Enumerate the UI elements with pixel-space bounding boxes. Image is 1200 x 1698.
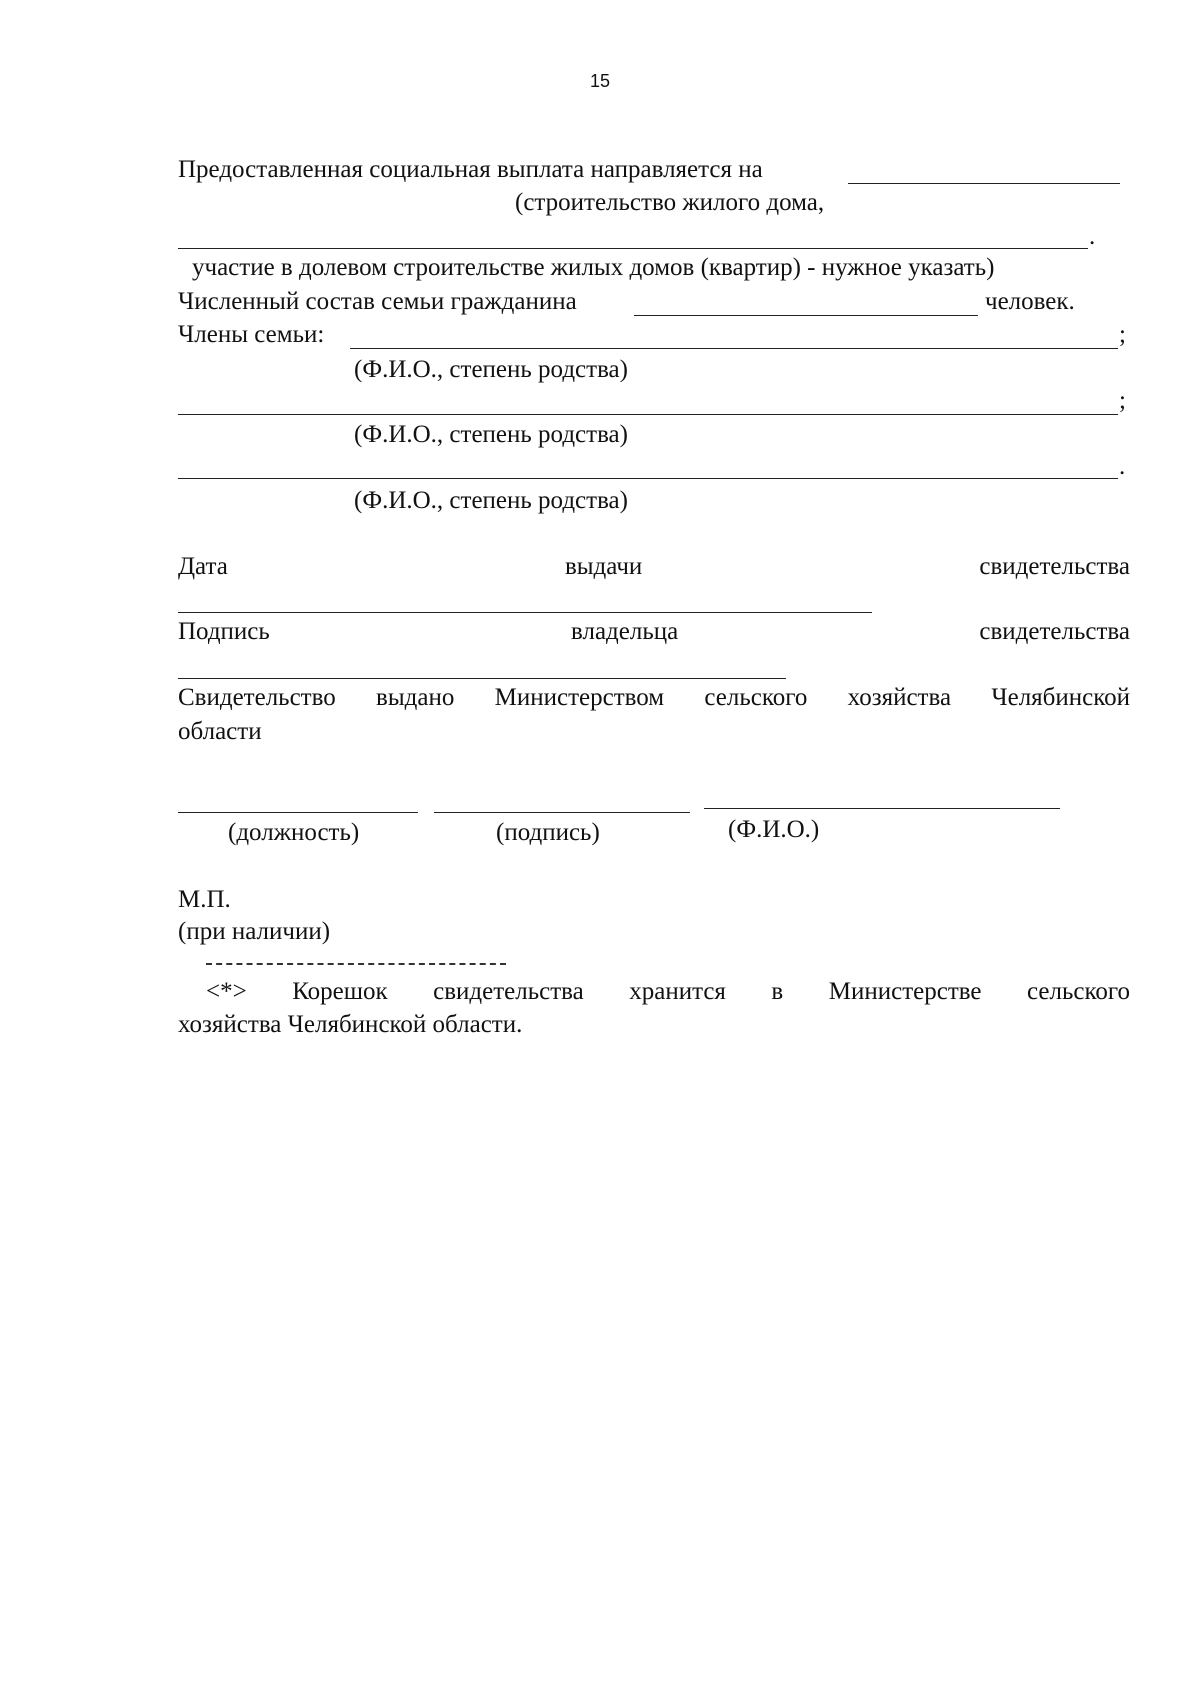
family-member-1-hint: (Ф.И.О., степень родства): [354, 356, 628, 383]
footnote-line-2: хозяйства Челябинской области.: [178, 1011, 523, 1038]
page-number: 15: [589, 71, 611, 91]
owner-signature-label: [178, 617, 1130, 647]
name-blank[interactable]: [704, 808, 1060, 809]
stamp-label: М.П.: [178, 886, 231, 913]
footnote-separator: [206, 963, 506, 965]
family-member-2-hint: (Ф.И.О., степень родства): [354, 421, 628, 448]
family-member-2-blank[interactable]: [178, 414, 1118, 415]
owner-signature-word-3: свидетельства: [979, 618, 1130, 645]
issued-by-line-1: Свидетельство выдано Министерством сельского хозяйства Челябинской: [178, 684, 1130, 711]
footnote-line-1: <*> Корешок свидетельства хранится в Министерстве сельского: [206, 978, 1130, 1005]
family-count-label: Численный состав семьи гражданина: [178, 288, 577, 315]
family-member-1-blank[interactable]: [350, 348, 1118, 349]
family-members-label: Члены семьи:: [178, 321, 325, 348]
owner-signature-word-1: Подпись: [178, 618, 270, 645]
issue-date-word-2: выдачи: [564, 553, 643, 580]
name-hint: (Ф.И.О.): [728, 816, 820, 843]
payment-end-punct: .: [1089, 223, 1096, 250]
family-count-blank[interactable]: [634, 315, 978, 316]
family-member-3-sep: .: [1119, 453, 1126, 480]
issue-date-blank[interactable]: [178, 612, 872, 613]
signature-blank[interactable]: [434, 812, 690, 813]
payment-label: Предоставленная социальная выплата направляется на: [178, 156, 763, 183]
issue-date-word-3: свидетельства: [979, 553, 1130, 580]
family-member-1-sep: ;: [1119, 321, 1126, 348]
issue-date-word-1: Дата: [178, 553, 228, 580]
family-member-2-sep: ;: [1119, 387, 1126, 414]
family-member-3-hint: (Ф.И.О., степень родства): [354, 487, 628, 514]
payment-purpose-blank[interactable]: [848, 183, 1120, 184]
payment-purpose-blank-2[interactable]: [178, 248, 1088, 249]
issue-date-label: [178, 552, 1130, 582]
signature-hint: (подпись): [496, 819, 600, 846]
family-member-3-blank[interactable]: [178, 478, 1118, 479]
family-count-unit: человек.: [985, 288, 1075, 315]
position-blank[interactable]: [178, 812, 418, 813]
payment-hint-1: (строительство жилого дома,: [515, 189, 825, 216]
payment-hint-2: участие в долевом строительстве жилых домов (квартир) - нужное указать): [192, 254, 995, 281]
owner-signature-blank[interactable]: [178, 678, 786, 679]
owner-signature-word-2: владельца: [571, 618, 679, 645]
position-hint: (должность): [228, 819, 360, 846]
stamp-note: (при наличии): [178, 918, 331, 945]
issued-by-line-2: области: [178, 718, 262, 745]
